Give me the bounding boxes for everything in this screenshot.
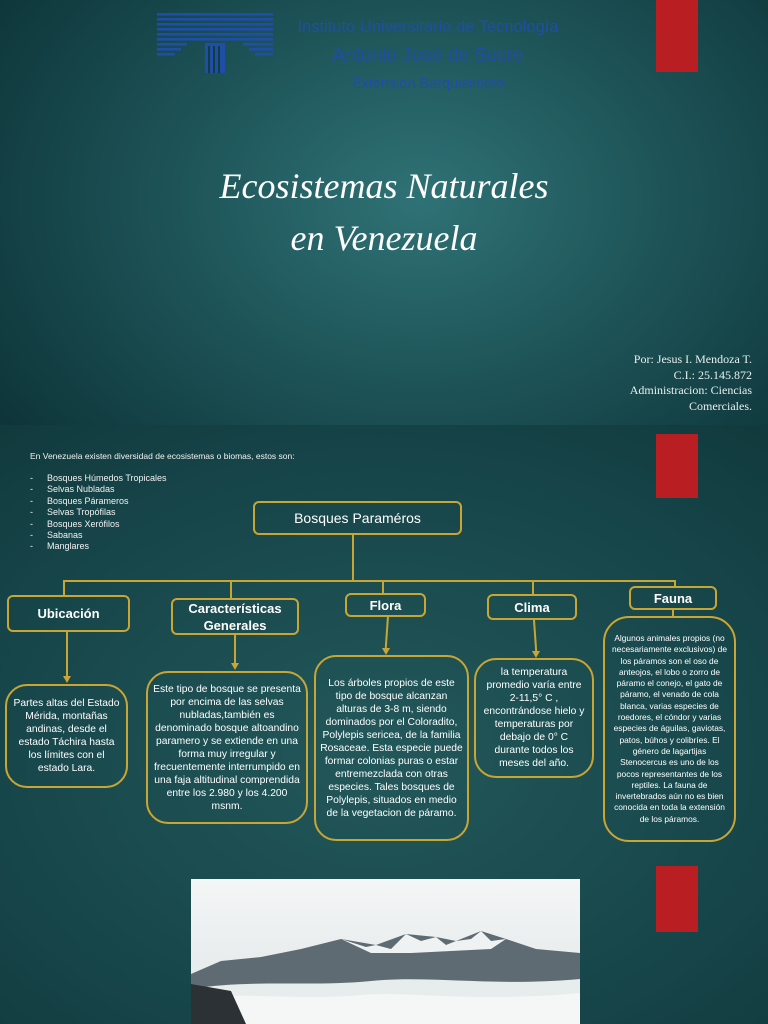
slide-title-line1: Ecosistemas Naturales	[219, 166, 549, 206]
list-item: - Bosques Xerófilos	[30, 518, 120, 529]
branch-ubicacion-title: Ubicación	[7, 595, 130, 632]
branch-flora-text: Los árboles propios de este tipo de bosque alcanzan alturas de 3-8 m, siendo dominados por el Coloradito, Polylepis sericea, de la familia Rosaceae. Esta especie puede formar colonias puras o estar entremezclada con otras especies. Tales bosques de Polylepis, situados en medio de la vegetacion de páramo.	[314, 655, 469, 841]
author-block	[630, 352, 752, 414]
branch-ubicacion-text: Partes altas del Estado Mérida, montañas andinas, desde el estado Táchira hasta los límites con el estado Lara.	[5, 684, 128, 788]
arrow-icon	[382, 648, 390, 655]
branch-clima-text: la temperatura promedio varía entre 2-11,5° C , encontrándose hielo y temperaturas por debajo de 0° C durante todos los meses del año.	[474, 658, 594, 778]
branch-caracteristicas-title: Características Generales	[171, 598, 299, 635]
red-accent-bar	[656, 434, 698, 498]
branch-fauna-text	[603, 616, 736, 842]
biome-list	[30, 473, 167, 553]
connector-line	[63, 580, 65, 595]
paramo-mountain-photo	[191, 879, 580, 1024]
author-id: C.I.: 25.145.872	[673, 367, 752, 382]
branch-flora-title: Flora	[345, 593, 426, 617]
author-program-cont: Comerciales.	[689, 398, 752, 413]
intro-text: En Venezuela existen diversidad de ecosistemas o biomas, estos son:	[30, 451, 295, 461]
list-item: - Sabanas	[30, 530, 83, 541]
branch-clima-title: Clima	[487, 594, 577, 620]
branch-fauna-title: Fauna	[629, 586, 717, 610]
arrow-icon	[231, 663, 239, 670]
list-item: - Bosques Párameros	[30, 495, 129, 506]
arrow-icon	[532, 651, 540, 658]
author-program: Administracion: Ciencias	[629, 383, 752, 397]
list-item: - Manglares	[30, 541, 90, 552]
connector-line	[230, 580, 232, 598]
institute-extension: Extensión Barquisimeto	[351, 76, 505, 92]
connector-line	[66, 631, 68, 677]
author-name: Por: Jesus I. Mendoza T.	[633, 352, 752, 366]
iutajs-logo-icon	[157, 13, 273, 73]
connector-line	[532, 580, 534, 594]
list-item: - Selvas Tropófilas	[30, 507, 116, 518]
red-accent-bar	[656, 0, 698, 72]
arrow-icon	[63, 676, 71, 683]
connector-line	[382, 580, 384, 593]
institute-name: Instituto Universitario de Tecnología	[297, 18, 559, 36]
list-item: - Selvas Nubladas	[30, 484, 115, 495]
branch-caracteristicas-text: Este tipo de bosque se presenta por encima de las selvas nubladas,también es denominado bosque altoandino paramero y se extiende en una forma muy irregular y frecuentemente interrumpido en una faja altitudinal comprendida entre los 2.980 y los 4.200 msnm.	[146, 671, 308, 824]
list-item: - Bosques Húmedos Tropicales	[30, 473, 167, 483]
slide-title-line2: en Venezuela	[290, 218, 478, 258]
connector-line	[63, 580, 676, 582]
connector-line	[234, 634, 236, 664]
concept-root: Bosques Paraméros	[253, 501, 462, 535]
red-accent-bar	[656, 866, 698, 932]
fauna-description: Algunos animales propios (no necesariamente exclusivos) de los páramos son el oso de anteojos, el lobo o zorro de páramo el conejo, el gato de páramo, el venado de cola blanca, varias especies de roedores, el cóndor y varias especies de águilas, gaviotas, patos, búhos y colibríes. El género de lagartijas Stenocercus es uno de los pocos representantes de los reptiles. La fauna de invertebrados aún no es bien conocida en toda la extensión de los páramos.	[612, 632, 727, 824]
connector-line	[352, 535, 354, 581]
institute-subtitle: Antonio José de Sucre	[332, 45, 524, 66]
